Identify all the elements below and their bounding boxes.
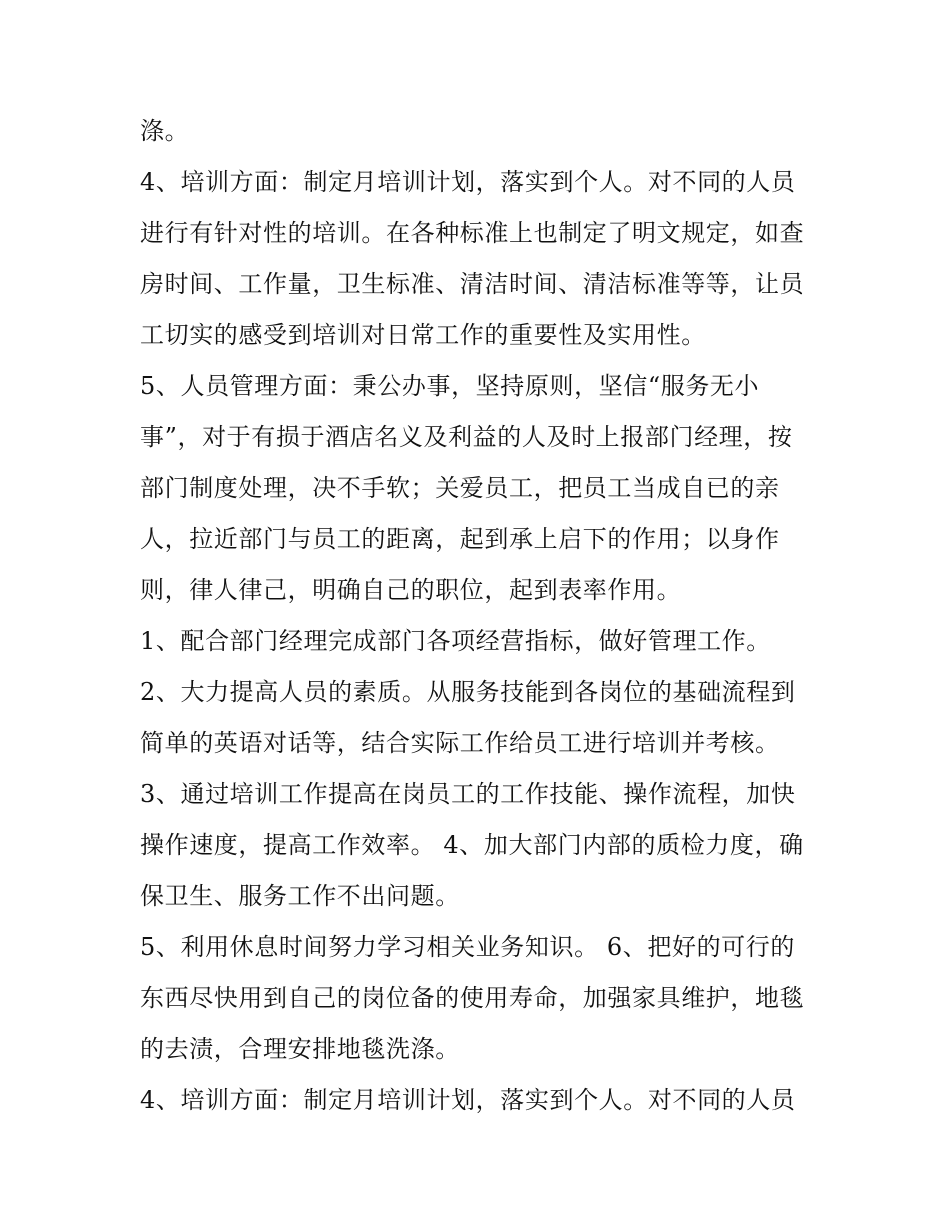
text-line: 操作速度，提高工作效率。 4、加大部门内部的质检力度，确	[140, 831, 804, 859]
document-body	[140, 106, 830, 1126]
text-line: 房时间、工作量，卫生标准、清洁时间、清洁标准等等，让员	[140, 270, 805, 298]
text-line: 4、培训方面：制定月培训计划，落实到个人。对不同的人员	[140, 1086, 796, 1114]
text-line: 进行有针对性的培训。在各种标准上也制定了明文规定，如查	[140, 219, 805, 247]
text-line: 部门制度处理，决不手软；关爱员工，把员工当成自已的亲	[140, 474, 780, 502]
text-line: 涤。	[140, 117, 190, 145]
text-line: 的去渍，合理安排地毯洗涤。	[140, 1035, 460, 1063]
text-line: 4、培训方面：制定月培训计划，落实到个人。对不同的人员	[140, 168, 796, 196]
text-line: 1、配合部门经理完成部门各项经营指标，做好管理工作。	[140, 627, 771, 655]
text-line: 简单的英语对话等，结合实际工作给员工进行培训并考核。	[140, 729, 780, 757]
text-line: 工切实的感受到培训对日常工作的重要性及实用性。	[140, 321, 706, 349]
text-line: 东西尽快用到自己的岗位备的使用寿命，加强家具维护，地毯	[140, 984, 805, 1012]
text-line: 2、大力提高人员的素质。从服务技能到各岗位的基础流程到	[140, 678, 796, 706]
text-line: 事”，对于有损于酒店名义及利益的人及时上报部门经理，按	[140, 423, 793, 451]
text-line: 保卫生、服务工作不出问题。	[140, 882, 460, 910]
text-line: 5、人员管理方面：秉公办事，坚持原则，坚信“服务无小	[140, 372, 760, 400]
text-line: 则，律人律己，明确自己的职位，起到表率作用。	[140, 576, 682, 604]
text-line: 3、通过培训工作提高在岗员工的工作技能、操作流程，加快	[140, 780, 796, 808]
text-line: 5、利用休息时间努力学习相关业务知识。 6、把好的可行的	[140, 933, 795, 961]
text-line: 人，拉近部门与员工的距离，起到承上启下的作用；以身作	[140, 525, 780, 553]
